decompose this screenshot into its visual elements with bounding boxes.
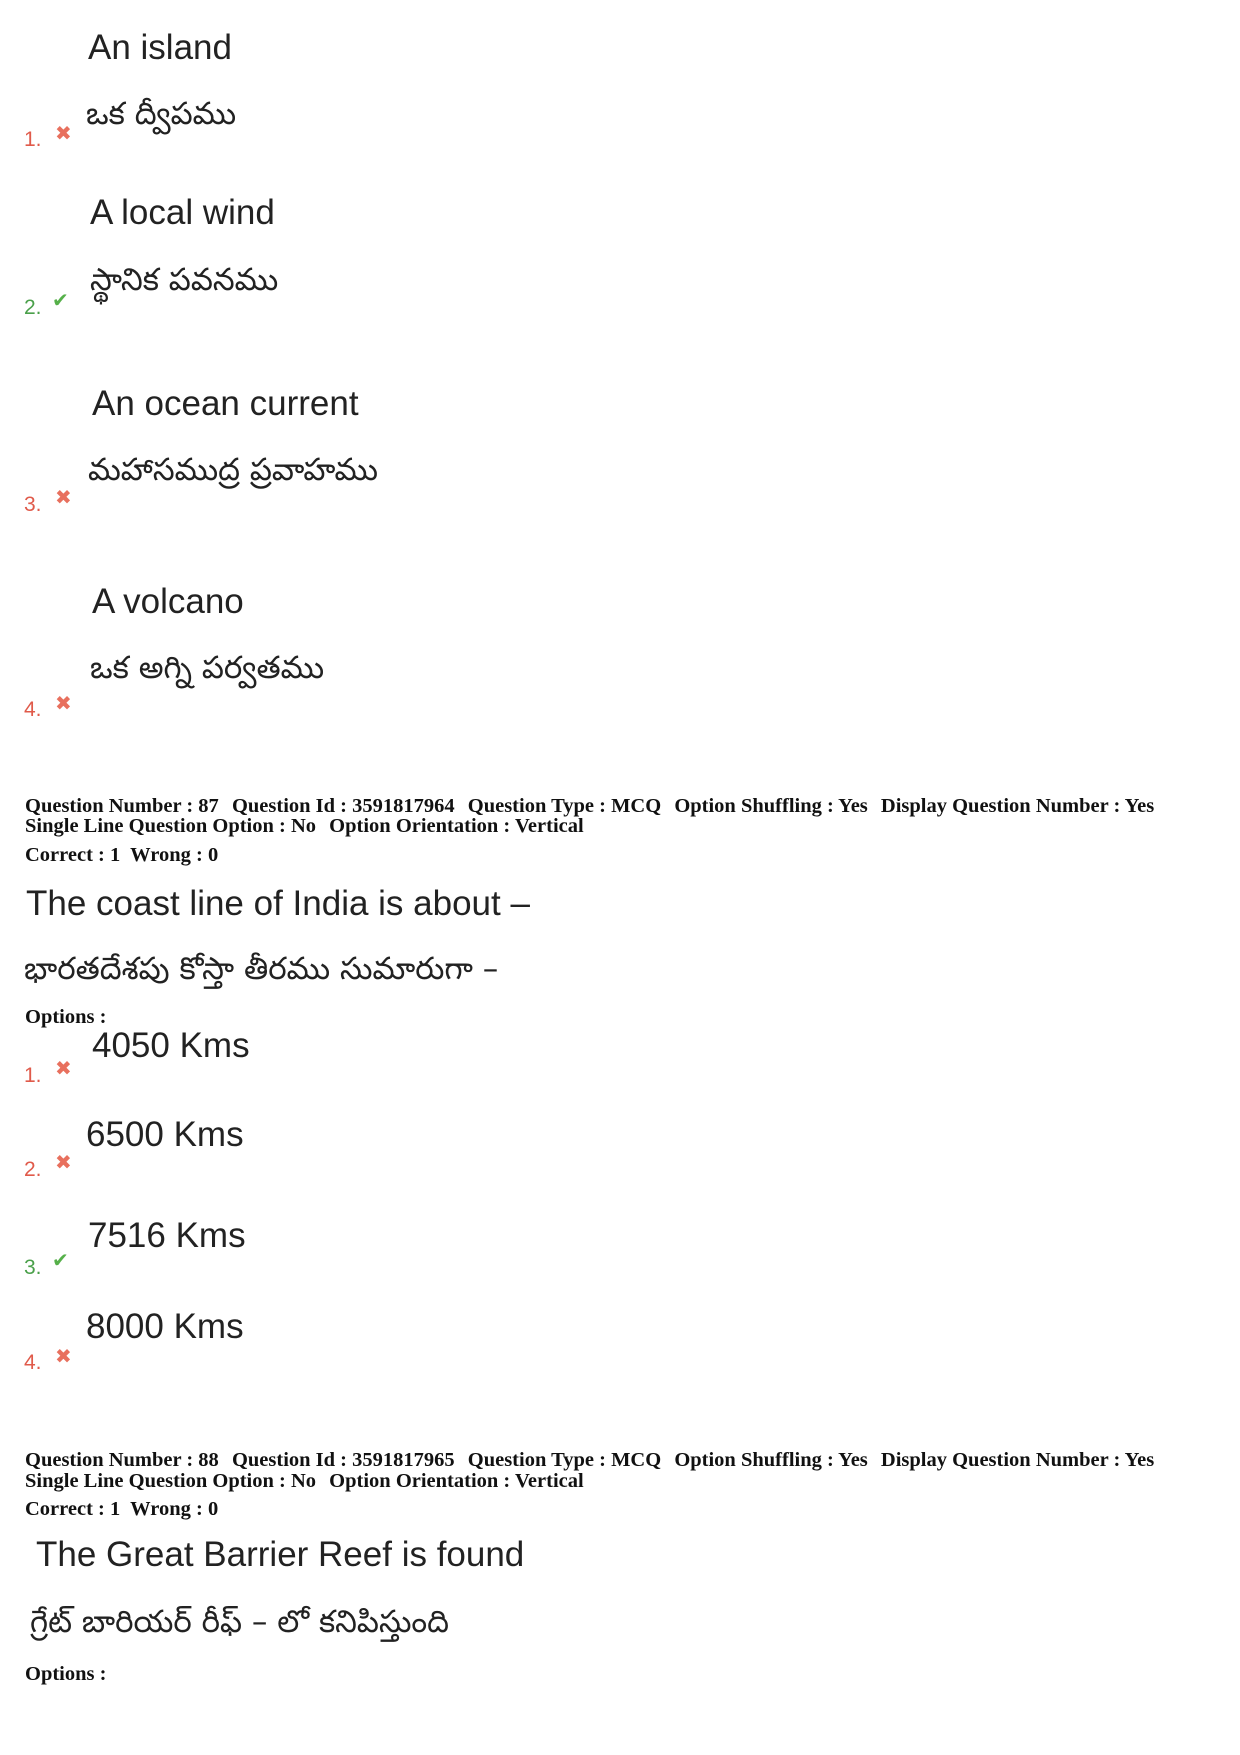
single-line-option: Single Line Question Option : No	[25, 1470, 317, 1492]
option-text: 7516 Kms	[88, 1216, 246, 1255]
display-question-number: Display Question Number : Yes	[880, 795, 1155, 817]
cross-mark-icon: ✖	[55, 1344, 72, 1368]
option-shuffling: Option Shuffling : Yes	[674, 795, 868, 817]
option-number: 3.	[24, 1256, 42, 1279]
question-id: Question Id : 3591817965	[231, 1449, 455, 1471]
option-telugu-text: మహాసముద్ర ప్రవాహము	[88, 452, 379, 488]
cross-mark-icon: ✖	[55, 1150, 72, 1174]
question-id: Question Id : 3591817964	[231, 795, 455, 817]
question-meta-line-2	[25, 1471, 592, 1491]
option-telugu-text: ఒక ద్వీపము	[86, 96, 237, 132]
option-number: 1.	[24, 128, 42, 151]
option-english-text: An island	[88, 28, 232, 67]
question-type: Question Type : MCQ	[467, 795, 662, 817]
cross-mark-icon: ✖	[55, 121, 72, 145]
option-text: 6500 Kms	[86, 1115, 244, 1154]
option-orientation: Option Orientation : Vertical	[329, 1470, 584, 1492]
option-number: 2.	[24, 1158, 42, 1181]
option-telugu-text: స్థానిక పవనము	[90, 262, 279, 298]
marks-info: Correct : 1 Wrong : 0	[25, 1498, 219, 1520]
option-number: 4.	[24, 698, 42, 721]
check-mark-icon: ✔	[52, 1248, 69, 1272]
marks-info: Correct : 1 Wrong : 0	[25, 844, 219, 866]
option-english-text: A volcano	[92, 582, 244, 621]
options-label: Options :	[25, 1663, 107, 1685]
question-type: Question Type : MCQ	[467, 1449, 662, 1471]
question-telugu-text: గ్రేట్ బారియర్ రీఫ్ – లో కనిపిస్తుంది	[30, 1604, 450, 1640]
question-meta-line-1	[25, 1450, 1162, 1470]
display-question-number: Display Question Number : Yes	[880, 1449, 1155, 1471]
option-number: 1.	[24, 1064, 42, 1087]
question-english-text: The coast line of India is about –	[26, 884, 530, 923]
question-telugu-text: భారతదేశపు కోస్తా తీరము సుమారుగా –	[24, 951, 499, 987]
option-shuffling: Option Shuffling : Yes	[674, 1449, 868, 1471]
check-mark-icon: ✔	[52, 288, 69, 312]
options-label: Options :	[25, 1006, 107, 1028]
option-orientation: Option Orientation : Vertical	[329, 815, 584, 837]
option-english-text: An ocean current	[92, 384, 359, 423]
option-telugu-text: ఒక అగ్ని పర్వతము	[90, 650, 325, 686]
question-english-text: The Great Barrier Reef is found	[36, 1535, 525, 1574]
question-number: Question Number : 87	[25, 795, 219, 817]
option-number: 3.	[24, 493, 42, 516]
cross-mark-icon: ✖	[55, 691, 72, 715]
option-number: 4.	[24, 1351, 42, 1374]
option-number: 2.	[24, 296, 42, 319]
question-number: Question Number : 88	[25, 1449, 219, 1471]
question-meta-line-1	[25, 796, 1162, 816]
option-text: 8000 Kms	[86, 1307, 244, 1346]
question-meta-line-2	[25, 816, 592, 836]
option-text: 4050 Kms	[92, 1026, 250, 1065]
single-line-option: Single Line Question Option : No	[25, 815, 317, 837]
cross-mark-icon: ✖	[55, 1056, 72, 1080]
cross-mark-icon: ✖	[55, 485, 72, 509]
option-english-text: A local wind	[90, 193, 275, 232]
